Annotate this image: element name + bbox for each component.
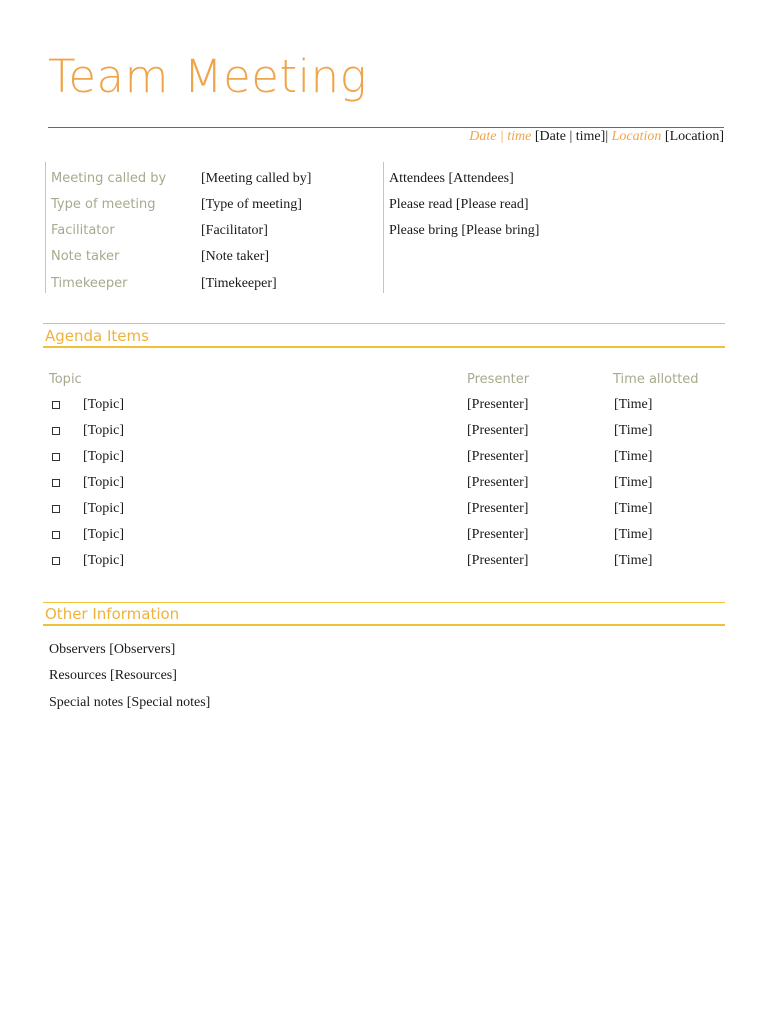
- agenda-topic[interactable]: [Topic]: [83, 397, 125, 412]
- info-right-label: Please read: [389, 197, 453, 212]
- info-right-label: Please bring: [389, 223, 458, 238]
- time-column-header: Time allotted: [613, 372, 699, 387]
- info-middle-border: [383, 162, 384, 293]
- separator: |: [605, 129, 609, 144]
- agenda-presenter[interactable]: [Presenter]: [467, 553, 529, 568]
- info-left-border: [45, 162, 46, 293]
- info-right-value[interactable]: [Please bring]: [461, 223, 540, 238]
- info-label: Facilitator: [51, 223, 115, 238]
- agenda-time[interactable]: [Time]: [614, 553, 653, 568]
- location-value[interactable]: [Location]: [664, 129, 724, 144]
- date-time-value[interactable]: [Date | time]: [534, 129, 606, 144]
- other-bottom-rule: [43, 624, 725, 626]
- agenda-checkbox[interactable]: [52, 401, 60, 409]
- agenda-topic[interactable]: [Topic]: [83, 449, 125, 464]
- date-time-label: Date | time: [469, 129, 532, 144]
- agenda-checkbox[interactable]: [52, 427, 60, 435]
- page-title: Team Meeting: [48, 50, 368, 103]
- info-label: Meeting called by: [51, 171, 167, 186]
- other-info-item: [49, 668, 177, 684]
- other-info-label: Resources: [49, 668, 107, 683]
- other-info-item: [49, 642, 175, 658]
- other-info-label: Observers: [49, 642, 106, 657]
- info-label: Timekeeper: [51, 276, 128, 291]
- info-right-item: [389, 197, 529, 213]
- info-value[interactable]: [Type of meeting]: [201, 197, 302, 212]
- other-info-item: [49, 695, 210, 711]
- presenter-column-header: Presenter: [467, 372, 530, 387]
- other-section-title: Other Information: [45, 605, 180, 623]
- info-label: Note taker: [51, 249, 120, 264]
- agenda-checkbox[interactable]: [52, 479, 60, 487]
- agenda-presenter[interactable]: [Presenter]: [467, 475, 529, 490]
- agenda-topic[interactable]: [Topic]: [83, 527, 125, 542]
- agenda-time[interactable]: [Time]: [614, 423, 653, 438]
- agenda-topic[interactable]: [Topic]: [83, 553, 125, 568]
- agenda-time[interactable]: [Time]: [614, 449, 653, 464]
- info-right-value[interactable]: [Please read]: [455, 197, 529, 212]
- agenda-topic[interactable]: [Topic]: [83, 501, 125, 516]
- topic-column-header: Topic: [49, 372, 82, 387]
- info-value[interactable]: [Note taker]: [201, 249, 270, 264]
- agenda-time[interactable]: [Time]: [614, 475, 653, 490]
- other-info-value[interactable]: [Resources]: [110, 668, 177, 683]
- info-right-item: [389, 223, 539, 239]
- location-label: Location: [611, 129, 662, 144]
- agenda-section-title: Agenda Items: [45, 327, 149, 345]
- info-value[interactable]: [Timekeeper]: [201, 276, 277, 291]
- other-info-value[interactable]: [Special notes]: [126, 695, 211, 710]
- agenda-checkbox[interactable]: [52, 453, 60, 461]
- agenda-presenter[interactable]: [Presenter]: [467, 501, 529, 516]
- agenda-presenter[interactable]: [Presenter]: [467, 423, 529, 438]
- agenda-top-rule: [43, 323, 725, 324]
- agenda-presenter[interactable]: [Presenter]: [467, 449, 529, 464]
- info-right-item: [389, 171, 514, 187]
- agenda-time[interactable]: [Time]: [614, 397, 653, 412]
- info-value[interactable]: [Meeting called by]: [201, 171, 312, 186]
- agenda-checkbox[interactable]: [52, 531, 60, 539]
- agenda-topic[interactable]: [Topic]: [83, 423, 125, 438]
- other-info-label: Special notes: [49, 695, 124, 710]
- agenda-topic[interactable]: [Topic]: [83, 475, 125, 490]
- title-divider: [48, 127, 724, 128]
- agenda-checkbox[interactable]: [52, 505, 60, 513]
- agenda-presenter[interactable]: [Presenter]: [467, 527, 529, 542]
- agenda-bottom-rule: [43, 346, 725, 348]
- agenda-presenter[interactable]: [Presenter]: [467, 397, 529, 412]
- info-label: Type of meeting: [51, 197, 156, 212]
- agenda-time[interactable]: [Time]: [614, 501, 653, 516]
- agenda-time[interactable]: [Time]: [614, 527, 653, 542]
- other-top-rule: [43, 602, 725, 603]
- info-right-value[interactable]: [Attendees]: [448, 171, 514, 186]
- agenda-checkbox[interactable]: [52, 557, 60, 565]
- info-value[interactable]: [Facilitator]: [201, 223, 268, 238]
- other-info-value[interactable]: [Observers]: [109, 642, 176, 657]
- info-right-label: Attendees: [389, 171, 445, 186]
- date-location-line: [469, 129, 724, 145]
